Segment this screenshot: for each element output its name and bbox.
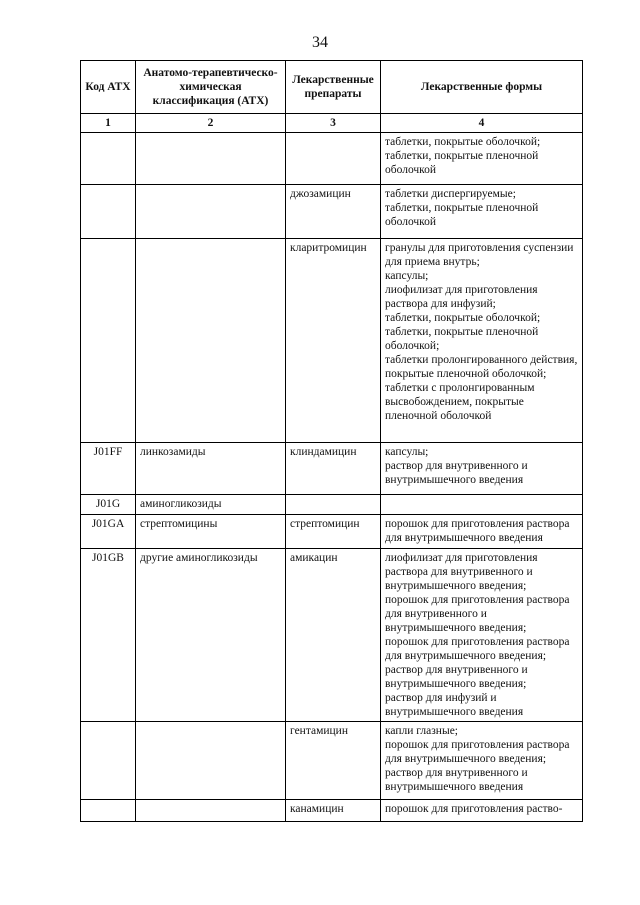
column-number: 4: [381, 114, 583, 133]
drug-cell: кларитромицин: [286, 239, 381, 443]
classification-cell: [136, 133, 286, 185]
drug-cell: амикацин: [286, 549, 381, 722]
dosage-form-item: таблетки диспергируемые;: [385, 188, 516, 200]
classification-cell: другие аминогликозиды: [136, 549, 286, 722]
dosage-forms-cell: [381, 722, 583, 800]
column-number-row: [81, 114, 583, 133]
header-row: [81, 61, 583, 114]
classification-cell: линкозамиды: [136, 443, 286, 495]
atx-code-cell: [81, 133, 136, 185]
table-row: [81, 185, 583, 239]
drug-cell: гентамицин: [286, 722, 381, 800]
table-row: [81, 722, 583, 800]
drug-cell: [286, 495, 381, 515]
table-row: [81, 495, 583, 515]
header-forms: Лекарственные формы: [381, 61, 583, 114]
dosage-form-item: таблетки, покрытые пленочной оболочкой: [385, 150, 539, 176]
classification-cell: [136, 185, 286, 239]
drug-cell: джозамицин: [286, 185, 381, 239]
table-row: [81, 239, 583, 443]
atx-code-cell: [81, 239, 136, 443]
column-number: 3: [286, 114, 381, 133]
classification-cell: [136, 239, 286, 443]
classification-cell: [136, 722, 286, 800]
dosage-form-item: капсулы;: [385, 270, 429, 282]
atx-code-cell: [81, 800, 136, 822]
dosage-form-item: таблетки, покрытые оболочкой;: [385, 312, 541, 324]
dosage-forms-cell: [381, 185, 583, 239]
dosage-form-item: порошок для приготовления раство-: [385, 803, 563, 815]
header-drugs: Лекарственные препараты: [286, 61, 381, 114]
table-row: [81, 443, 583, 495]
atx-code-cell: [81, 185, 136, 239]
dosage-form-item: лиофилизат для приготовления раствора для внутривенного и внутримышечного введения;: [385, 552, 538, 592]
drug-cell: канамицин: [286, 800, 381, 822]
table-body: [81, 133, 583, 822]
dosage-form-item: порошок для приготовления раствора для внутримышечного введения;: [385, 739, 570, 765]
dosage-form-item: раствор для внутривенного и внутримышечного введения;: [385, 664, 528, 690]
dosage-forms-cell: [381, 800, 583, 822]
dosage-forms-cell: [381, 133, 583, 185]
column-number: 1: [81, 114, 136, 133]
dosage-forms-cell: [381, 549, 583, 722]
dosage-form-item: порошок для приготовления раствора для внутримышечного введения: [385, 518, 570, 544]
dosage-form-item: гранулы для приготовления суспензии для приема внутрь;: [385, 242, 574, 268]
dosage-form-item: капли глазные;: [385, 725, 458, 737]
dosage-form-item: раствор для внутривенного и внутримышечного введения: [385, 767, 528, 793]
atx-code-cell: J01GA: [81, 515, 136, 549]
dosage-form-item: таблетки пролонгированного действия, покрытые пленочной оболочкой;: [385, 354, 578, 380]
table-row: [81, 800, 583, 822]
classification-cell: [136, 800, 286, 822]
dosage-form-item: капсулы;: [385, 446, 429, 458]
atx-code-cell: J01GB: [81, 549, 136, 722]
dosage-form-item: порошок для приготовления раствора для внутримышечного введения;: [385, 636, 570, 662]
atx-table: [80, 60, 583, 822]
drug-cell: клиндамицин: [286, 443, 381, 495]
classification-cell: стрептомицины: [136, 515, 286, 549]
atx-code-cell: [81, 722, 136, 800]
dosage-forms-cell: [381, 239, 583, 443]
dosage-form-item: лиофилизат для приготовления раствора для инфузий;: [385, 284, 538, 310]
dosage-form-item: таблетки, покрытые пленочной оболочкой: [385, 202, 539, 228]
header-code: Код АТХ: [81, 61, 136, 114]
dosage-form-item: раствор для внутривенного и внутримышечного введения: [385, 460, 528, 486]
table-row: [81, 549, 583, 722]
header-classification: Анатомо-терапевтическо-химическая классификация (АТХ): [136, 61, 286, 114]
dosage-forms-cell: [381, 495, 583, 515]
atx-code-cell: J01FF: [81, 443, 136, 495]
page-number: 34: [312, 34, 328, 51]
dosage-form-item: раствор для инфузий и внутримышечного введения: [385, 692, 524, 718]
column-number: 2: [136, 114, 286, 133]
classification-cell: аминогликозиды: [136, 495, 286, 515]
atx-code-cell: J01G: [81, 495, 136, 515]
dosage-form-item: порошок для приготовления раствора для внутривенного и внутримышечного введения;: [385, 594, 570, 634]
dosage-forms-cell: [381, 443, 583, 495]
dosage-form-item: таблетки с пролонгированным высвобождением, покрытые пленочной оболочкой: [385, 382, 535, 422]
table-row: [81, 133, 583, 185]
table-row: [81, 515, 583, 549]
dosage-form-item: таблетки, покрытые оболочкой;: [385, 136, 541, 148]
drug-cell: стрептомицин: [286, 515, 381, 549]
drug-cell: [286, 133, 381, 185]
dosage-form-item: таблетки, покрытые пленочной оболочкой;: [385, 326, 539, 352]
dosage-forms-cell: [381, 515, 583, 549]
